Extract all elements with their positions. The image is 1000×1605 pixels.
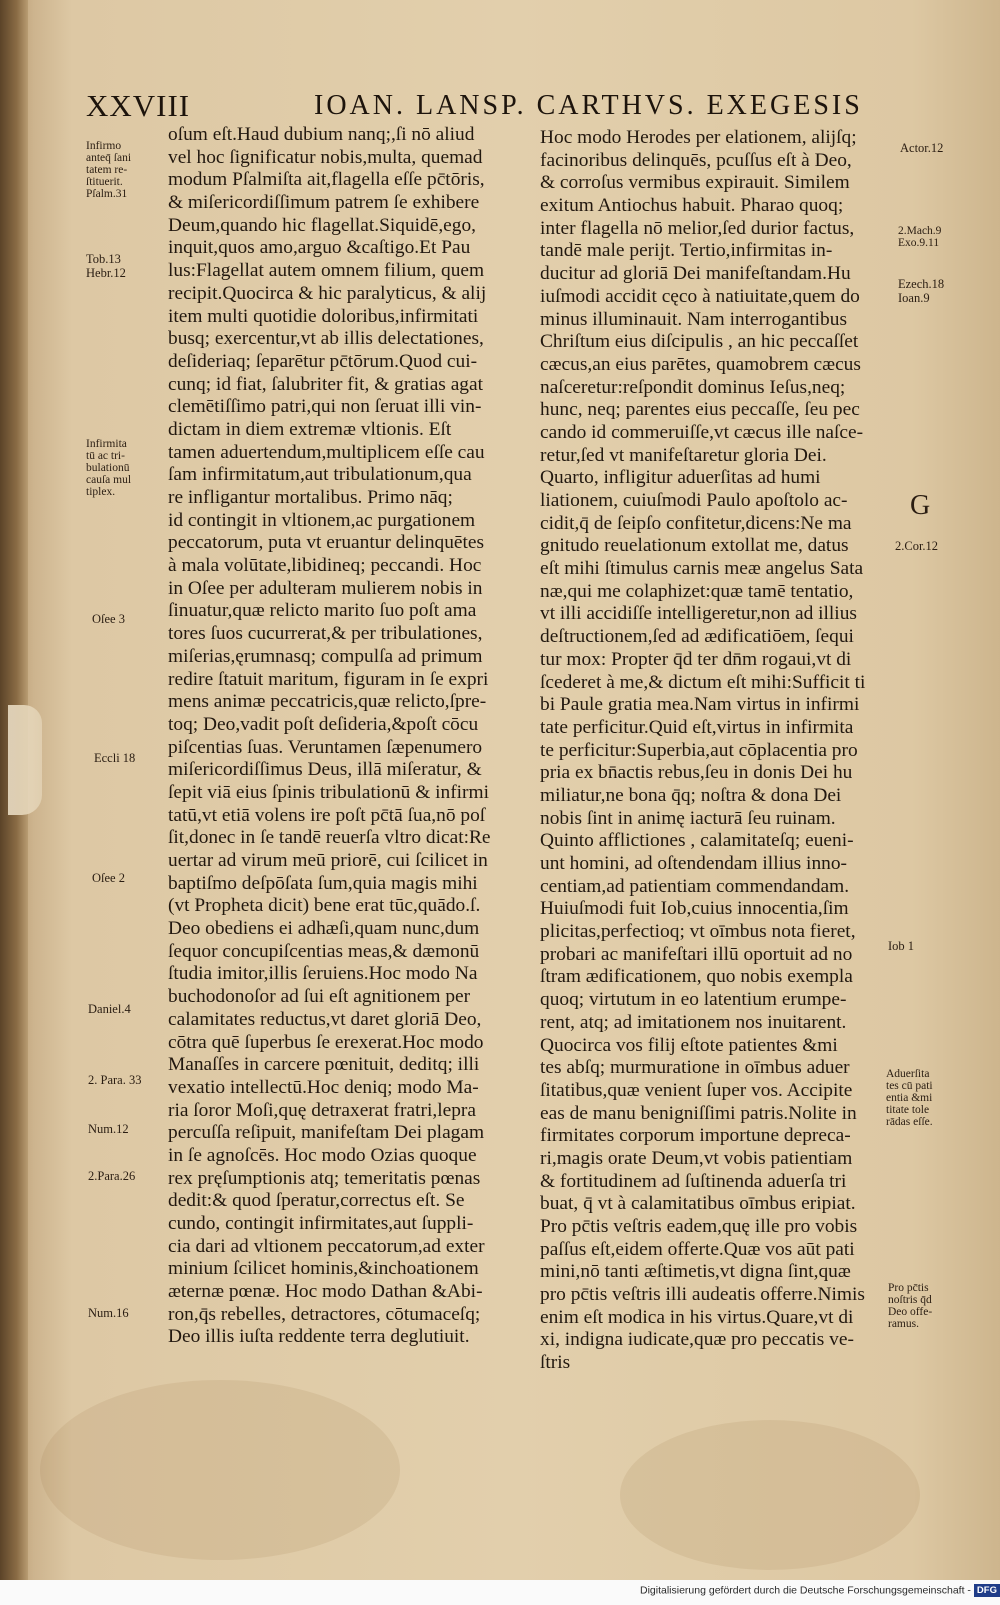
text-line: peccatorum, puta vt eruantur delinquētes — [168, 532, 485, 554]
text-line: naſceretur:reſpondit dominus Ieſus,neq; — [540, 376, 846, 398]
text-line: percuſſa reſipuit, manifeſtam Dei plagam — [168, 1122, 485, 1144]
margin-note — [898, 278, 944, 305]
margin-note-line: Num.16 — [88, 1306, 129, 1320]
margin-note — [86, 438, 131, 498]
text-line: ſepit viā eius ſpinis tribulationū & infirmi — [168, 781, 489, 803]
margin-note-line: 2.Cor.12 — [895, 539, 939, 553]
text-line: re infligantur mortalibus. Primo nāq; — [168, 487, 453, 508]
text-line: (vt Propheta dicit) bene erat tūc,quādo.ſ. — [168, 895, 481, 917]
margin-note-line: tū ac tri- — [86, 450, 125, 462]
text-line: tamen aduertendum,multiplicem eſſe cau — [168, 441, 485, 463]
text-line: ducitur ad gloriā Dei manifeſtandam.Hu — [540, 263, 851, 285]
text-line: & corroſus vermibus expirauit. Similem — [540, 172, 850, 194]
text-line: inter flagella nō melior,ſed durior factus, — [540, 217, 855, 239]
text-line: te perficitur:Superbia,aut cōplacentia pro — [540, 739, 858, 761]
text-line: nobis ſint in animę iacturā ſeu ruinam. — [540, 807, 836, 829]
margin-note-line: 2.Para.26 — [88, 1169, 136, 1183]
margin-note — [92, 613, 125, 627]
text-line: deſideriaq; ſeparētur pc̄tōrum.Quod cui- — [168, 350, 478, 372]
text-line: ſitatibus,quæ venient ſuper vos. Accipite — [540, 1079, 853, 1101]
text-line: buchodonoſor ad ſui eſt agnitionem per — [168, 986, 471, 1008]
margin-note-line: Iob 1 — [888, 939, 915, 953]
margin-note-line: Daniel.4 — [88, 1002, 131, 1016]
text-line: in Oſee per adulteram mulierem nobis in — [168, 577, 483, 599]
text-line: firmitates corporum importune depreca- — [540, 1125, 851, 1147]
text-line: enim eſt modica in his virtus.Quare,vt di — [540, 1306, 854, 1328]
paper-stain — [620, 1420, 920, 1570]
text-line: Quinto afflictiones , calamitateſq; eueni- — [540, 830, 854, 852]
text-line: ſam infirmitatum,aut tribulationum,qua — [168, 464, 472, 486]
margin-note-line: Hebr.12 — [86, 265, 126, 280]
text-line: redire ſtatuit maritum, figuram in ſe expri — [168, 668, 489, 690]
text-line: mens animæ peccatricis,quæ relicto,ſpre- — [168, 691, 487, 713]
text-line: xi, indigna iudicate,quæ pro peccatis ve- — [540, 1329, 854, 1351]
margin-note-line: Tob.13 — [86, 252, 121, 266]
margin-note-line: Infirmo — [86, 140, 122, 152]
text-line: cidit,q̄ de ſeipſo confitetur,dicens:Ne ma — [540, 512, 852, 534]
text-line: ſtram ædificationem, quo nobis exempla — [540, 966, 853, 988]
text-line: cæcus,an eius parētes, quamobrem cæcus — [540, 353, 861, 375]
margin-note-line: tatem re- — [86, 164, 128, 176]
text-line: ſcederet à me,& dictum eſt mihi:Sufficit ti — [540, 671, 866, 693]
text-line: cando id commeruiſſe,vt cæcus ille naſce- — [540, 421, 864, 443]
margin-note — [88, 1307, 129, 1321]
text-line: buat, q̄ vt à calamitatibus oīmbus eripiat. — [540, 1193, 856, 1215]
text-line: minus illuminauit. Nam interrogantibus — [540, 308, 847, 330]
margin-note-line: Num.12 — [88, 1122, 129, 1136]
text-line: vel hoc ſignificatur nobis,multa, quemad — [168, 146, 483, 168]
text-line: Huiuſmodi fuit Iob,cuius innocentia,ſim — [540, 898, 849, 920]
margin-note-line: Actor.12 — [900, 141, 944, 155]
text-line: rex pręſumptionis atq; temeritatis pœnas — [168, 1167, 481, 1189]
text-line: item multi quotidie doloribus,infirmitati — [168, 305, 479, 327]
margin-note-line: 2.Mach.9 — [898, 225, 942, 237]
margin-note — [895, 540, 938, 554]
margin-note-line: bulationū — [86, 462, 130, 474]
text-line: in ſe agnoſcēs. Hoc modo Ozias quoque — [168, 1144, 477, 1166]
margin-note-line: titate tole — [886, 1104, 930, 1116]
text-line: toq; Deo,vadit poſt deſideria,&poſt cōcu — [168, 713, 479, 735]
text-line: & fortitudinem ad ſuſtinenda aduerſa tri — [540, 1170, 847, 1192]
text-line: ſtudia imitor,illis ſeruiens.Hoc modo Na — [168, 963, 478, 985]
text-line: cunq; id fiat, ſalubriter fit, & gratias agat — [168, 373, 483, 395]
text-line: minium ſcilicet hominis,&inchoationem — [168, 1258, 479, 1280]
text-line: ſinuatur,quæ relicto marito ſuo poſt ama — [168, 600, 477, 622]
paper-stain — [40, 1380, 400, 1560]
text-line: liationem, cuiuſmodi Paulo apoſtolo ac- — [540, 490, 848, 511]
margin-note — [888, 1282, 932, 1330]
margin-note-line: tes cū pati — [886, 1080, 933, 1092]
text-line: ron,q̄s rebelles, detractores, cōtumaceſq; — [168, 1303, 481, 1325]
text-line: miliatur,ne bona q̄q; noſtra & dona Dei — [540, 784, 842, 806]
text-line: centiam,ad patientiam commendandam. — [540, 875, 850, 897]
text-line: ria ſoror Moſi,quę detraxerat fratri,lepra — [168, 1099, 476, 1121]
margin-note — [886, 1068, 933, 1128]
margin-note-line: rādas eſſe. — [886, 1116, 933, 1128]
text-line: à mala volūtate,libidineq; peccandi. Hoc — [168, 555, 482, 577]
text-line: iuſmodi accidit cęco à natiuitate,quem do — [540, 285, 860, 307]
dfg-logo: DFG — [974, 1584, 1000, 1597]
text-line: recipit.Quocirca & hic paralyticus, & alij — [168, 282, 487, 304]
text-line: facinoribus delinquēs, pcuſſus eſt à Deo, — [540, 149, 852, 171]
margin-note — [88, 1123, 129, 1137]
text-line: eas de manu benigniſſimi patris.Nolite in — [540, 1102, 857, 1124]
text-line: ſtris — [540, 1352, 571, 1374]
margin-note-line: Aduerſita — [886, 1068, 930, 1080]
margin-note — [888, 940, 914, 954]
margin-note-line: anteq̄ ſani — [86, 152, 132, 164]
text-line: Deo illis iuſta reddente terra deglutiuit. — [168, 1326, 470, 1348]
text-line: Quarto, infligitur aduerſitas ad humi — [540, 467, 821, 489]
page-header — [86, 88, 863, 128]
margin-note — [900, 142, 943, 156]
margin-note-line: entia &mi — [886, 1092, 933, 1104]
text-line: lus:Flagellat autem omnem filium, quem — [168, 260, 485, 282]
text-line: cundo, contingit infirmitates,aut ſuppli- — [168, 1213, 474, 1234]
text-line: Hoc modo Herodes per elationem, alijſq; — [540, 127, 857, 148]
left-text-column — [168, 124, 518, 1349]
text-line: æternæ pœnæ. Hoc modo Dathan &Abi- — [168, 1281, 483, 1303]
text-line: gnitudo reuelationum extollat me, datus — [540, 535, 849, 557]
margin-note-line: Ioan.9 — [898, 290, 930, 305]
margin-note-line: 2. Para. 33 — [88, 1073, 142, 1087]
text-line: tes abſq; murmuratione in oīmbus aduer — [540, 1057, 850, 1079]
text-line: cia dari ad vltionem peccatorum,ad exter — [168, 1235, 485, 1257]
text-line: miſericordiſſimus Deus, illā miſeratur, & — [168, 759, 482, 781]
text-line: deſtructionem,ſed ad ædificatiōem, ſequi — [540, 626, 854, 648]
text-line: eſt mihi ſtimulus carnis meæ angelus Sata — [540, 558, 864, 580]
text-line: busq; exercentur,vt ab illis delectationes, — [168, 328, 484, 350]
margin-note-line: Oſee 3 — [92, 612, 125, 626]
margin-note — [898, 225, 941, 249]
text-line: & miſericordiſſimum patrem ſe exhibere — [168, 192, 480, 214]
margin-note-line: Exo.9.11 — [898, 237, 940, 249]
text-line: miſerias,ęrumnasq; compulſa ad primum — [168, 645, 483, 667]
running-head: IOAN. LANSP. CARTHVS. EXEGESIS — [314, 90, 863, 121]
text-line: oſum eſt.Haud dubium nanq;,ſi nō aliud — [168, 124, 475, 145]
margin-note-line: ſtituerit. — [86, 176, 123, 188]
text-line: tur mox: Propter q̄d ter dn̄m rogaui,vt di — [540, 648, 852, 670]
credit-text: Digitalisierung gefördert durch die Deutsche Forschungsgemeinschaft - — [640, 1584, 971, 1597]
text-line: pria ex bn̄actis rebus,ſeu in donis Dei hu — [540, 762, 853, 784]
page-edge-tear — [8, 705, 42, 815]
margin-note — [94, 752, 135, 766]
margin-note-line: noſtris q̄d — [888, 1294, 932, 1306]
digitization-credit — [640, 1584, 996, 1602]
right-text-column — [540, 127, 890, 1375]
text-line: dictam in diem extremæ vltionis. Eſt — [168, 418, 452, 440]
text-line: plicitas,perfectioq; vt oīmbus nota fieret, — [540, 921, 856, 943]
text-line: bi Paule gratia mea.Nam virtus in infirmi — [540, 694, 860, 716]
text-line: baptiſmo deſpōſata ſum,quia magis mihi — [168, 872, 478, 894]
text-line: dedit:& quod ſperatur,correctus eſt. Se — [168, 1190, 465, 1212]
text-line: tate perficitur.Quid eſt,virtus in infirmita — [540, 716, 854, 738]
text-line: vt illi accidiſſe intelligeretur,non ad illius — [540, 603, 857, 625]
margin-note-line: cauſa mul — [86, 474, 132, 486]
text-line: Deo obediens ei adhæſi,quam nunc,dum — [168, 918, 480, 940]
text-line: ri,magis orate Deum,vt vobis patientiam — [540, 1147, 853, 1169]
text-line: hunc, neq; parentes eius peccaſſe, ſeu pec — [540, 399, 860, 421]
text-line: modum Pſalmiſta ait,flagella eſſe pc̄tōris, — [168, 169, 485, 191]
text-line: ſequor concupiſcentias meas,& dæmonū — [168, 940, 480, 962]
text-line: calamitates reductus,vt daret gloriā Deo, — [168, 1008, 482, 1030]
margin-note-line: Eccli 18 — [94, 751, 136, 765]
text-line: rent, atq; ad imitationem nos inuitarent. — [540, 1011, 847, 1033]
folio-number: XXVIII — [86, 88, 191, 123]
margin-note — [88, 1170, 135, 1184]
text-line: pro pc̄tis veſtris illi audeatis offerre.Nimis — [540, 1284, 865, 1306]
text-line: piſcentias ſuas. Veruntamen ſæpenumero — [168, 736, 483, 758]
text-line: cōtra quē ſuperbus ſe erexerat.Hoc modo — [168, 1031, 484, 1053]
text-line: tatū,vt etiā volens ire poſt pc̄tā ſua,nō poſ — [168, 804, 486, 826]
text-line: exitum Antiochus habuit. Pharao quoq; — [540, 195, 844, 217]
margin-note-line: ramus. — [888, 1318, 919, 1330]
text-line: næ,qui me colaphizet:quæ tamē tentatio, — [540, 580, 854, 602]
text-line: quoq; virtutum in eo latentium erumpe- — [540, 989, 847, 1011]
text-line: Manaſſes in carcere pœnituit, deditq; illi — [168, 1054, 480, 1076]
section-letter: G — [910, 490, 931, 521]
margin-note — [88, 1003, 131, 1017]
text-line: tores ſuos cucurrerat,& per tribulationes, — [168, 623, 483, 645]
text-line: uertar ad virum meū priorē, cui ſcilicet in — [168, 850, 488, 871]
margin-note — [86, 253, 126, 280]
text-line: Quocirca vos filij eſtote patientes &mi — [540, 1034, 838, 1056]
margin-note-line: tiplex. — [86, 486, 116, 498]
text-line: inquit,quos amo,arguo &caſtigo.Et Pau — [168, 237, 471, 259]
margin-note — [86, 140, 131, 200]
margin-note-line: Deo offe- — [888, 1306, 933, 1318]
text-line: probari ac manifeſtari illū oportuit ad no — [540, 943, 853, 965]
text-line: Chriſtum eius diſcipulis , an hic peccaſſet — [540, 331, 859, 353]
text-line: ſit,donec in ſe tandē reuerſa vltro dicat:Re — [168, 827, 491, 849]
text-line: paſſus eſt,eidem offerte.Quæ vos aūt pati — [540, 1238, 855, 1260]
text-line: Pro pc̄tis veſtris eadem,quę ille pro vobis — [540, 1216, 858, 1237]
margin-note-line: Infirmita — [86, 438, 127, 450]
text-line: unt homini, ad oſtendendam illius inno- — [540, 853, 847, 874]
text-line: tandē male perijt. Tertio,infirmitas in- — [540, 240, 833, 262]
text-line: mini,nō tanti æſtimetis,vt digna ſint,quæ — [540, 1261, 851, 1283]
margin-note-line: Oſee 2 — [92, 871, 125, 885]
text-line: id contingit in vltionem,ac purgationem — [168, 509, 476, 531]
margin-note — [92, 872, 125, 886]
text-line: clemētiſſimo patri,qui non ſeruat illi vin- — [168, 396, 482, 418]
margin-note-line: Ezech.18 — [898, 277, 945, 291]
margin-note — [88, 1074, 141, 1088]
text-line: vexatio intellectū.Hoc deniq; modo Ma- — [168, 1076, 479, 1098]
margin-note-line: Pro pc̄tis — [888, 1282, 929, 1294]
margin-note-line: Pſalm.31 — [86, 188, 128, 200]
text-line: retur,ſed vt manifeſtaretur gloria Dei. — [540, 444, 827, 466]
text-line: Deum,quando hic flagellat.Siquidē,ego, — [168, 214, 477, 236]
